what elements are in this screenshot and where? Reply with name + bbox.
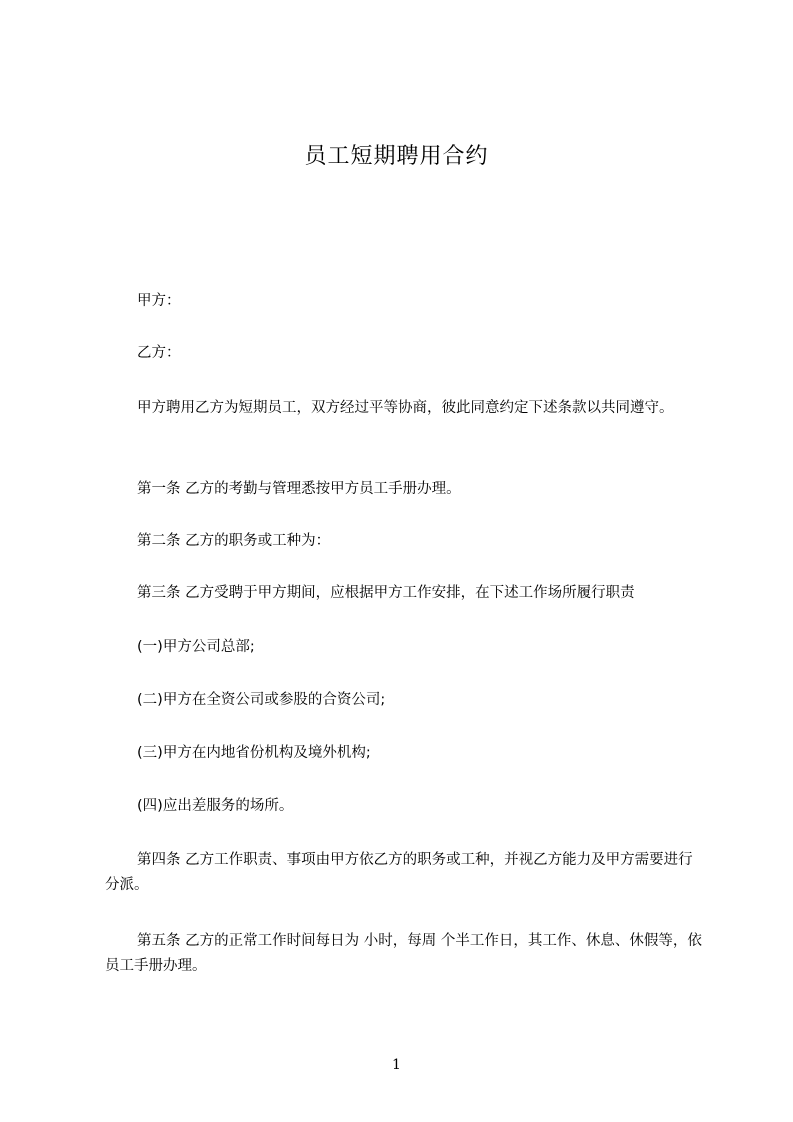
party-a-line: 甲方： <box>137 293 181 309</box>
intro-paragraph: 甲方聘用乙方为短期员工，双方经过平等协商，彼此同意约定下述条款以共同遵守。 <box>137 400 674 416</box>
article-2: 第二条 乙方的职务或工种为： <box>137 533 331 549</box>
list-item-4: (四)应出差服务的场所。 <box>137 798 294 814</box>
document-title: 员工短期聘用合约 <box>304 144 489 169</box>
page-number: 1 <box>392 1057 401 1073</box>
article-3: 第三条 乙方受聘于甲方期间，应根据甲方工作安排，在下述工作场所履行职责 <box>137 585 635 601</box>
article-1: 第一条 乙方的考勤与管理悉按甲方员工手册办理。 <box>137 481 461 497</box>
list-item-2: (二)甲方在全资公司或参股的合资公司; <box>137 692 386 708</box>
list-item-1: (一)甲方公司总部; <box>137 639 255 655</box>
article-5: 第五条 乙方的正常工作时间每日为 小时，每周 个半工作日，其工作、休息、休假等，依员工手册办理。 <box>105 933 702 974</box>
article-4: 第四条 乙方工作职责、事项由甲方依乙方的职务或工种，并视乙方能力及甲方需要进行分派。 <box>105 852 693 893</box>
list-item-3: (三)甲方在内地省份机构及境外机构; <box>137 745 371 761</box>
party-b-line: 乙方： <box>137 345 181 361</box>
